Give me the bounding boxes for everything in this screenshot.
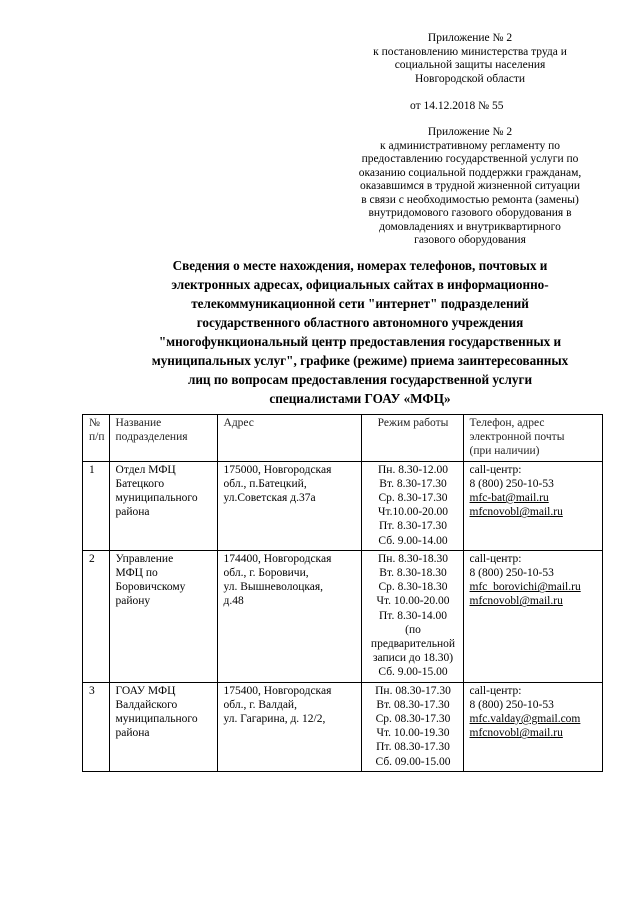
email-link[interactable]: mfc_borovichi@mail.ru	[469, 581, 581, 594]
title-line: лиц по вопросам предоставления государственной услуги	[187, 372, 533, 387]
address-line: д.48	[223, 595, 244, 608]
annex-regulation-line: в связи с необходимостью ремонта (замены)	[361, 193, 579, 206]
table-row	[83, 550, 603, 682]
schedule-line: (по	[405, 623, 421, 636]
offices-table	[82, 414, 603, 772]
office-contacts	[463, 682, 602, 771]
office-address	[217, 461, 361, 550]
table-row	[83, 682, 603, 771]
address-line: обл., г. Боровичи,	[223, 567, 309, 580]
email-link[interactable]: mfc-bat@mail.ru	[469, 492, 549, 505]
phone-number: 8 (800) 250-10-53	[469, 477, 554, 490]
address-line: 174400, Новгородская	[223, 552, 332, 565]
header-contacts	[463, 415, 602, 462]
email-link[interactable]: mfcnovobl@mail.ru	[469, 506, 563, 519]
address-line: ул. Гагарина, д. 12/2,	[223, 713, 326, 726]
address-line: обл., г. Валдай,	[223, 698, 297, 711]
office-name	[109, 550, 217, 682]
schedule-line: Пн. 8.30-18.30	[377, 552, 449, 565]
contact-label: call-центр:	[469, 684, 522, 697]
title-line: электронных адресах, официальных сайтах в информационно-	[171, 277, 549, 292]
office-contacts	[463, 461, 602, 550]
annex-regulation-line: оказанию социальной поддержки гражданам,	[358, 166, 582, 179]
table-row	[83, 461, 603, 550]
row-number: 3	[83, 682, 110, 771]
office-name	[109, 682, 217, 771]
row-number: 2	[83, 550, 110, 682]
name-line: Отдел МФЦ	[115, 463, 176, 476]
annex-regulation-block	[340, 126, 600, 248]
title-line: государственного областного автономного учреждения	[196, 315, 524, 330]
phone-number: 8 (800) 250-10-53	[469, 698, 554, 711]
annex-decree-block	[340, 32, 600, 86]
contact-label: call-центр:	[469, 463, 522, 476]
decree-date: от 14.12.2018 № 55	[410, 100, 504, 112]
name-line: Батецкого	[115, 477, 165, 490]
title-line: "многофункциональный центр предоставления государственных и	[158, 334, 562, 349]
address-line: 175000, Новгородская	[223, 463, 332, 476]
header-num	[83, 415, 110, 462]
schedule-line: Вт. 8.30-18.30	[379, 567, 447, 580]
schedule-line: Ср. 08.30-17.30	[375, 713, 451, 726]
office-address	[217, 682, 361, 771]
annex-decree-line: Приложение № 2	[427, 32, 513, 44]
name-line: района	[115, 506, 150, 519]
title-line: телекоммуникационной сети "интернет" подразделений	[191, 296, 529, 311]
annex-regulation-line: к административному регламенту по	[380, 139, 560, 152]
annex-regulation-line: домовладениях и внутриквартирного	[379, 220, 561, 233]
schedule-line: записи до 18.30)	[372, 652, 454, 665]
title-line: специалистами ГОАУ «МФЦ»	[269, 391, 451, 406]
schedule-line: Сб. 9.00-15.00	[378, 666, 448, 679]
header-text: Адрес	[223, 417, 254, 429]
annex-regulation-line: внутридомового газового оборудования в	[368, 207, 572, 219]
office-contacts	[463, 550, 602, 682]
contact-label: call-центр:	[469, 552, 522, 565]
address-line: 175400, Новгородская	[223, 684, 332, 697]
header-text: Название	[115, 417, 162, 429]
address-line: обл., п.Батецкий,	[223, 477, 307, 490]
schedule-line: Пн. 08.30-17.30	[375, 684, 451, 697]
annex-decree-line: социальной защиты населения	[394, 59, 546, 71]
schedule-line: Пт. 8.30-17.30	[378, 520, 448, 533]
header-address	[217, 415, 361, 462]
name-line: муниципального	[115, 492, 198, 505]
schedule-line: Вт. 08.30-17.30	[376, 698, 450, 711]
header-schedule	[361, 415, 463, 462]
header-name	[109, 415, 217, 462]
phone-number: 8 (800) 250-10-53	[469, 567, 554, 580]
annex-regulation-line: газового оборудования	[414, 234, 526, 246]
annex-regulation-line: Приложение № 2	[427, 126, 513, 138]
name-line: района	[115, 727, 150, 740]
schedule-line: Вт. 8.30-17.30	[379, 477, 447, 490]
address-line: ул.Советская д.37а	[223, 492, 316, 505]
schedule-line: Сб. 9.00-14.00	[378, 534, 448, 547]
office-schedule	[361, 461, 463, 550]
name-line: ГОАУ МФЦ	[115, 684, 176, 697]
header-text: подразделения	[115, 431, 188, 444]
schedule-line: Чт.10.00-20.00	[377, 506, 449, 519]
header-text: п/п	[89, 431, 105, 444]
name-line: Боровичскому	[115, 581, 186, 594]
office-schedule	[361, 550, 463, 682]
name-line: МФЦ по	[115, 567, 158, 580]
email-link[interactable]: mfcnovobl@mail.ru	[469, 727, 563, 740]
annex-decree-line: Новгородской области	[414, 72, 525, 85]
title-line: Сведения о месте нахождения, номерах телефонов, почтовых и	[172, 258, 548, 273]
schedule-line: Пт. 8.30-14.00	[378, 609, 448, 622]
header-text: (при наличии)	[469, 445, 540, 458]
office-schedule	[361, 682, 463, 771]
office-name	[109, 461, 217, 550]
annex-regulation-line: оказавшимся в трудной жизненной ситуации	[359, 180, 581, 192]
header-text: Телефон, адрес	[469, 417, 545, 429]
header-text: Режим работы	[377, 417, 449, 429]
document-title	[100, 256, 620, 408]
name-line: Управление	[115, 552, 174, 565]
schedule-line: Сб. 09.00-15.00	[375, 755, 451, 768]
schedule-line: Ср. 8.30-17.30	[378, 492, 448, 505]
annex-decree-line: к постановлению министерства труда и	[373, 45, 567, 58]
annex-regulation-line: предоставлению государственной услуги по	[361, 153, 579, 165]
table-header-row	[83, 415, 603, 462]
address-line: ул. Вышневолоцкая,	[223, 581, 324, 594]
header-text: №	[89, 417, 100, 429]
name-line: Валдайского	[115, 698, 178, 711]
schedule-line: Пт. 08.30-17.30	[376, 741, 450, 754]
row-number: 1	[83, 461, 110, 550]
schedule-line: Чт. 10.00-19.30	[376, 727, 450, 740]
name-line: району	[115, 595, 151, 608]
schedule-line: Ср. 8.30-18.30	[378, 581, 448, 594]
schedule-line: Чт. 10.00-20.00	[376, 595, 450, 608]
email-link[interactable]: mfc.valday@gmail.com	[469, 713, 581, 726]
header-text: электронной почты	[469, 431, 565, 444]
name-line: муниципального	[115, 713, 198, 726]
schedule-line: предварительной	[370, 638, 456, 651]
title-line: муниципальных услуг", графике (режиме) приема заинтересованных	[151, 353, 569, 368]
office-address	[217, 550, 361, 682]
schedule-line: Пн. 8.30-12.00	[377, 463, 449, 476]
email-link[interactable]: mfcnovobl@mail.ru	[469, 595, 563, 608]
